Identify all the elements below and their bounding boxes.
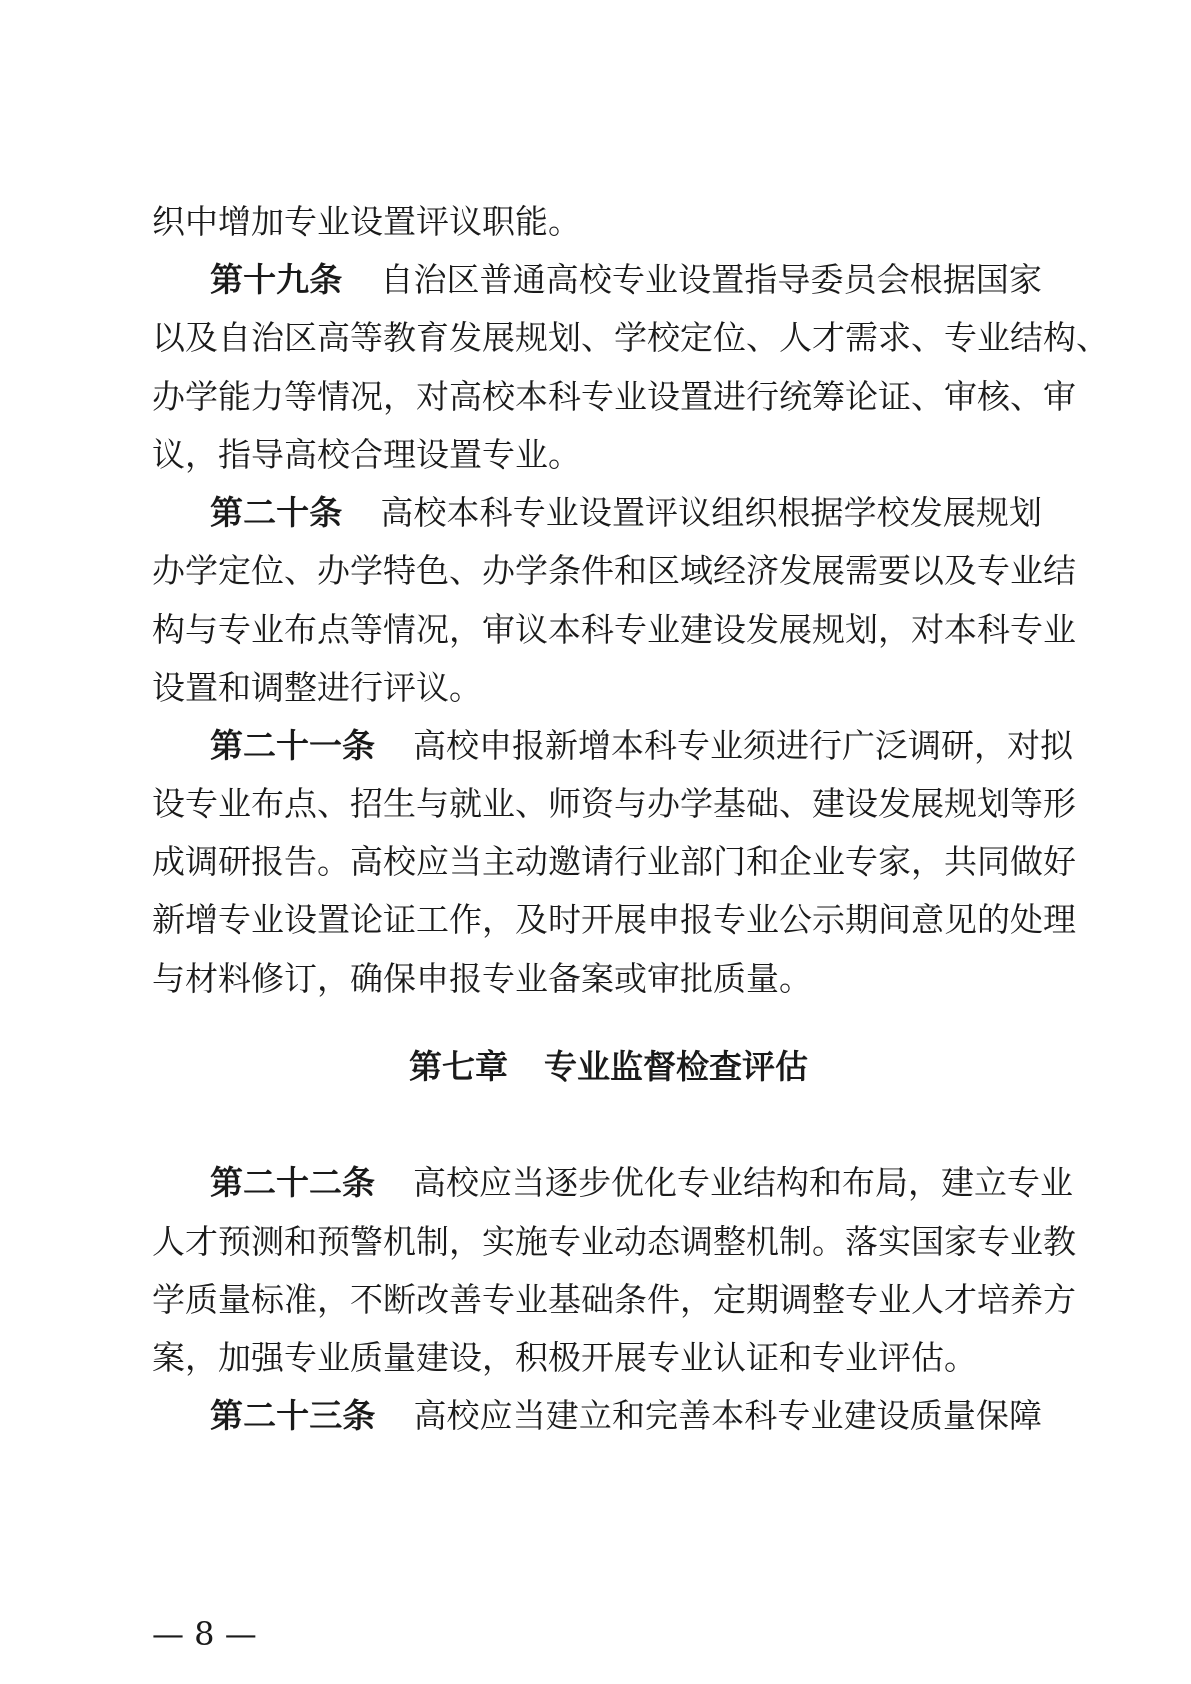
- article-heading: 第二十三条: [210, 1396, 376, 1435]
- article-first-line: [210, 726, 1073, 765]
- body-line: 办学定位、办学特色、办学条件和区域经济发展需要以及专业结: [152, 551, 1076, 590]
- article-text: 高校申报新增本科专业须进行广泛调研，对拟: [413, 726, 1073, 765]
- article-text: 高校应当建立和完善本科专业建设质量保障: [413, 1396, 1043, 1435]
- article-text: 高校应当逐步优化专业结构和布局，建立专业: [413, 1163, 1073, 1202]
- article-heading: 第二十条: [210, 493, 343, 532]
- body-line: 案，加强专业质量建设，积极开展专业认证和专业评估。: [152, 1338, 977, 1377]
- body-line: 设置和调整进行评议。: [152, 668, 482, 707]
- article-first-line: [210, 260, 1043, 299]
- chapter-number: 第七章: [409, 1047, 508, 1086]
- page-number: — 8 —: [152, 1615, 257, 1653]
- article-first-line: [210, 1396, 1043, 1435]
- chapter-title: 专业监督检查评估: [544, 1047, 808, 1086]
- body-line: 学质量标准，不断改善专业基础条件，定期调整专业人才培养方: [152, 1280, 1076, 1319]
- article-first-line: [210, 1163, 1073, 1202]
- article-text: 高校本科专业设置评议组织根据学校发展规划: [380, 493, 1043, 532]
- body-line: 织中增加专业设置评议职能。: [152, 202, 581, 241]
- article-heading: 第十九条: [210, 260, 343, 299]
- body-line: 议，指导高校合理设置专业。: [152, 435, 581, 474]
- body-line: 人才预测和预警机制，实施专业动态调整机制。落实国家专业教: [152, 1222, 1076, 1261]
- article-text: 自治区普通高校专业设置指导委员会根据国家: [380, 260, 1043, 299]
- article-first-line: [210, 493, 1043, 532]
- body-line: 成调研报告。高校应当主动邀请行业部门和企业专家，共同做好: [152, 842, 1076, 881]
- body-line: 构与专业布点等情况，审议本科专业建设发展规划，对本科专业: [152, 610, 1076, 649]
- article-heading: 第二十二条: [210, 1163, 375, 1202]
- body-line: 设专业布点、招生与就业、师资与办学基础、建设发展规划等形: [152, 784, 1076, 823]
- body-line: 以及自治区高等教育发展规划、学校定位、人才需求、专业结构、: [152, 318, 1109, 357]
- chapter-heading: [0, 1047, 1191, 1086]
- body-line: 与材料修订，确保申报专业备案或审批质量。: [152, 959, 812, 998]
- body-line: 办学能力等情况，对高校本科专业设置进行统筹论证、审核、审: [152, 377, 1076, 416]
- article-heading: 第二十一条: [210, 726, 375, 765]
- body-line: 新增专业设置论证工作，及时开展申报专业公示期间意见的处理: [152, 900, 1076, 939]
